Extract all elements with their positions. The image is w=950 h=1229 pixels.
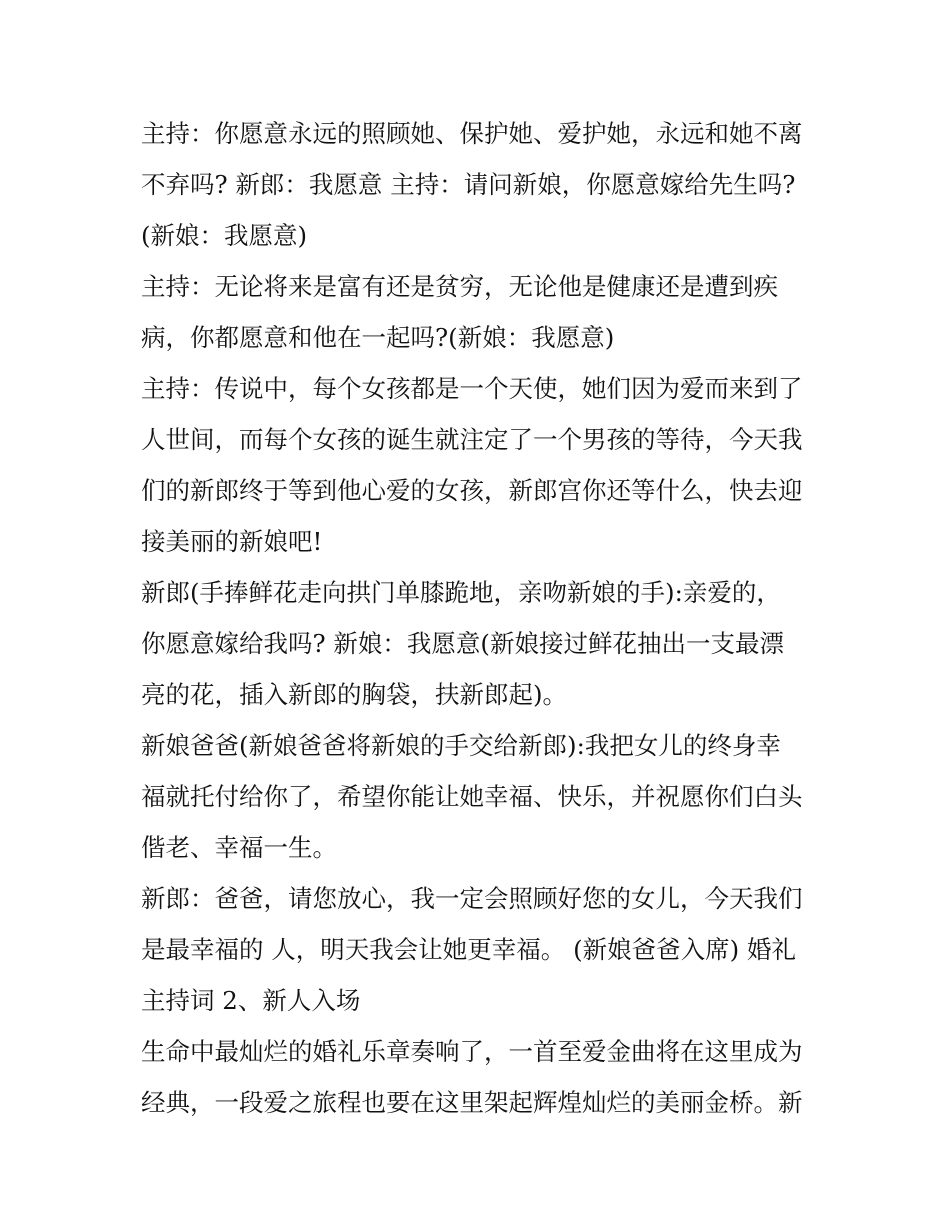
document-body: [141, 108, 813, 1128]
text-line: 主持词 2、新人入场: [141, 986, 361, 1015]
text-line: 偕老、幸福一生。: [141, 833, 337, 862]
text-line: 福就托付给你了，希望你能让她幸福、快乐，并祝愿你们白头: [141, 782, 803, 811]
text-line: 亮的花，插入新郎的胸袋，扶新郎起)。: [141, 680, 568, 709]
text-line: 主持：无论将来是富有还是贫穷，无论他是健康还是遭到疾: [141, 272, 778, 301]
text-line: 你愿意嫁给我吗? 新娘：我愿意(新娘接过鲜花抽出一支最漂: [141, 629, 784, 658]
text-line: 新娘爸爸(新娘爸爸将新娘的手交给新郎):我把女儿的终身幸: [141, 731, 781, 760]
text-line: 主持：传说中，每个女孩都是一个天使，她们因为爱而来到了: [141, 374, 803, 403]
text-line: 经典，一段爱之旅程也要在这里架起辉煌灿烂的美丽金桥。新: [141, 1088, 803, 1117]
text-line: 新郎(手捧鲜花走向拱门单膝跪地，亲吻新娘的手):亲爱的，: [141, 578, 781, 607]
text-line: 主持：你愿意永远的照顾她、保护她、爱护她，永远和她不离: [141, 119, 803, 148]
text-line: 是最幸福的 人，明天我会让她更幸福。 (新娘爸爸入席) 婚礼: [141, 935, 796, 964]
text-line: (新娘：我愿意): [141, 221, 308, 250]
text-line: 人世间，而每个女孩的诞生就注定了一个男孩的等待，今天我: [141, 425, 803, 454]
text-line: 生命中最灿烂的婚礼乐章奏响了，一首至爱金曲将在这里成为: [141, 1037, 803, 1066]
text-line: 不弃吗? 新郎：我愿意 主持：请问新娘，你愿意嫁给先生吗?: [141, 170, 796, 199]
text-line: 病，你都愿意和他在一起吗?(新娘：我愿意): [141, 323, 615, 352]
text-line: 们的新郎终于等到他心爱的女孩，新郎宫你还等什么，快去迎: [141, 476, 803, 505]
text-line: 接美丽的新娘吧!: [141, 527, 323, 556]
text-line: 新郎：爸爸，请您放心，我一定会照顾好您的女儿，今天我们: [141, 884, 803, 913]
